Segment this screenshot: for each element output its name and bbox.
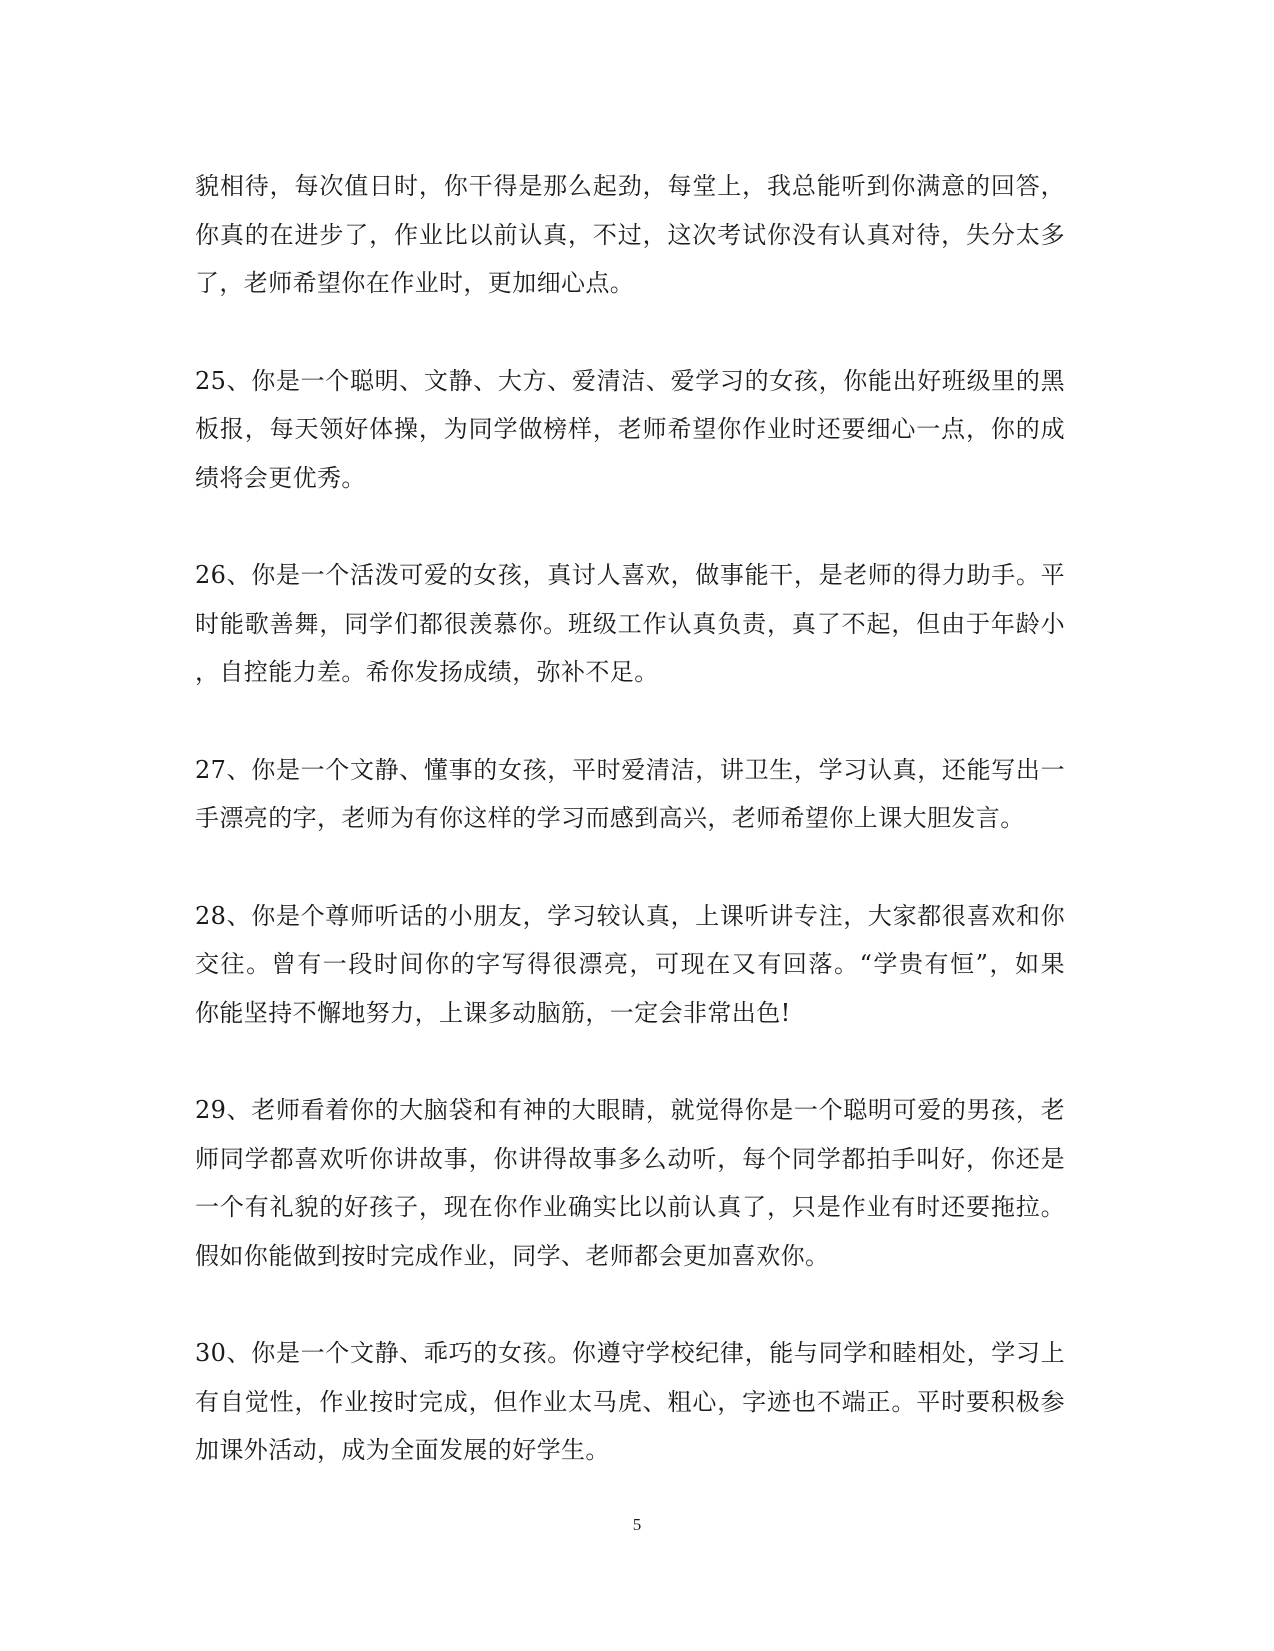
text-line: 交往。曾有一段时间你的字写得很漂亮，可现在又有回落。“学贵有恒”，如果 [195,950,1065,978]
paragraph-27 [195,746,1065,843]
paragraph-30 [195,1329,1065,1475]
paragraph-25 [195,357,1065,503]
text-line: 30、你是一个文静、乖巧的女孩。你遵守学校纪律，能与同学和睦相处，学习上 [195,1339,1065,1367]
text-line: 29、老师看着你的大脑袋和有神的大眼睛，就觉得你是一个聪明可爱的男孩，老 [195,1096,1065,1124]
text-line: 加课外活动，成为全面发展的好学生。 [195,1436,610,1464]
text-line: 假如你能做到按时完成作业，同学、老师都会更加喜欢你。 [195,1241,830,1270]
text-line: 绩将会更优秀。 [195,463,366,492]
text-line: 了，老师希望你在作业时，更加细心点。 [195,269,635,297]
text-line: 你能坚持不懈地努力，上课多动脑筋，一定会非常出色! [195,998,791,1027]
text-line: 26、你是一个活泼可爱的女孩，真讨人喜欢，做事能干，是老师的得力助手。平 [195,561,1065,589]
text-line: 有自觉性，作业按时完成，但作业太马虎、粗心，字迹也不端正。平时要积极参 [195,1387,1065,1416]
text-line: 板报，每天领好体操，为同学做榜样，老师希望你作业时还要细心一点，你的成 [195,415,1065,443]
text-line: 27、你是一个文静、懂事的女孩，平时爱清洁，讲卫生，学习认真，还能写出一 [195,755,1065,784]
paragraph-continued [195,162,1065,308]
text-line: 28、你是个尊师听话的小朋友，学习较认真，上课听讲专注，大家都很喜欢和你 [195,901,1065,930]
paragraph-29 [195,1086,1065,1280]
text-line: 一个有礼貌的好孩子，现在你作业确实比以前认真了，只是作业有时还要拖拉。 [195,1193,1065,1221]
page-number: 5 [632,1515,642,1534]
text-line: 时能歌善舞，同学们都很羡慕你。班级工作认真负责，真了不起，但由于年龄小 [195,609,1065,638]
text-line: 师同学都喜欢听你讲故事，你讲得故事多么动听，每个同学都拍手叫好，你还是 [195,1144,1065,1173]
text-line: 25、你是一个聪明、文静、大方、爱清洁、爱学习的女孩，你能出好班级里的黑 [195,366,1065,395]
text-line: ，自控能力差。希你发扬成绩，弥补不足。 [195,658,659,686]
text-line: 你真的在进步了，作业比以前认真，不过，这次考试你没有认真对待，失分太多 [195,220,1065,249]
document-body [195,162,1065,1524]
text-line: 貌相待，每次值日时，你干得是那么起劲，每堂上，我总能听到你满意的回答， [195,172,1065,200]
paragraph-28 [195,892,1065,1038]
paragraph-26 [195,551,1065,697]
text-line: 手漂亮的字，老师为有你这样的学习而感到高兴，老师希望你上课大胆发言。 [195,804,1025,832]
